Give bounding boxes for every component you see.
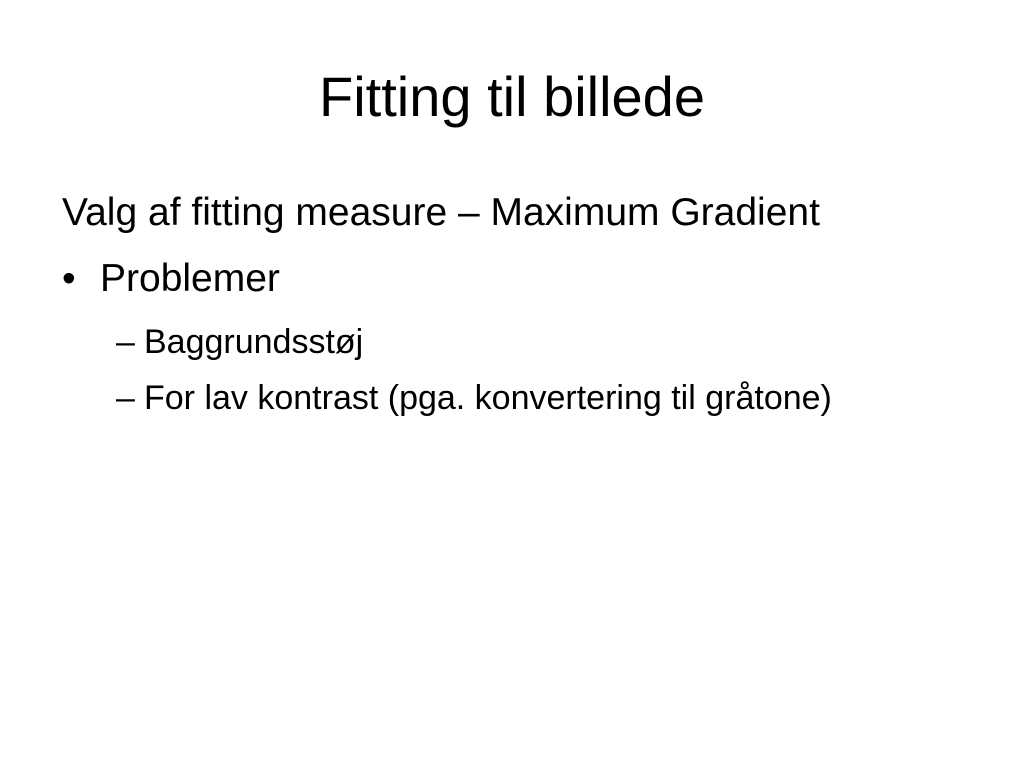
sub-item-baggrundsstoej [116, 320, 363, 364]
sub-item-label: Baggrundsstøj [144, 323, 364, 361]
bullet-item-problemer [62, 254, 280, 304]
sub-item-marker: – [116, 379, 135, 417]
bullet-label: Problemer [100, 257, 280, 300]
slide-title: Fitting til billede [319, 65, 705, 128]
intro-text: Valg af fitting measure – Maximum Gradient [62, 191, 820, 234]
sub-item-label: For lav kontrast (pga. konvertering til gråtone) [144, 379, 832, 417]
sub-item-lav-kontrast [116, 376, 832, 420]
sub-item-marker: – [116, 323, 135, 361]
bullet-marker: • [62, 257, 76, 300]
